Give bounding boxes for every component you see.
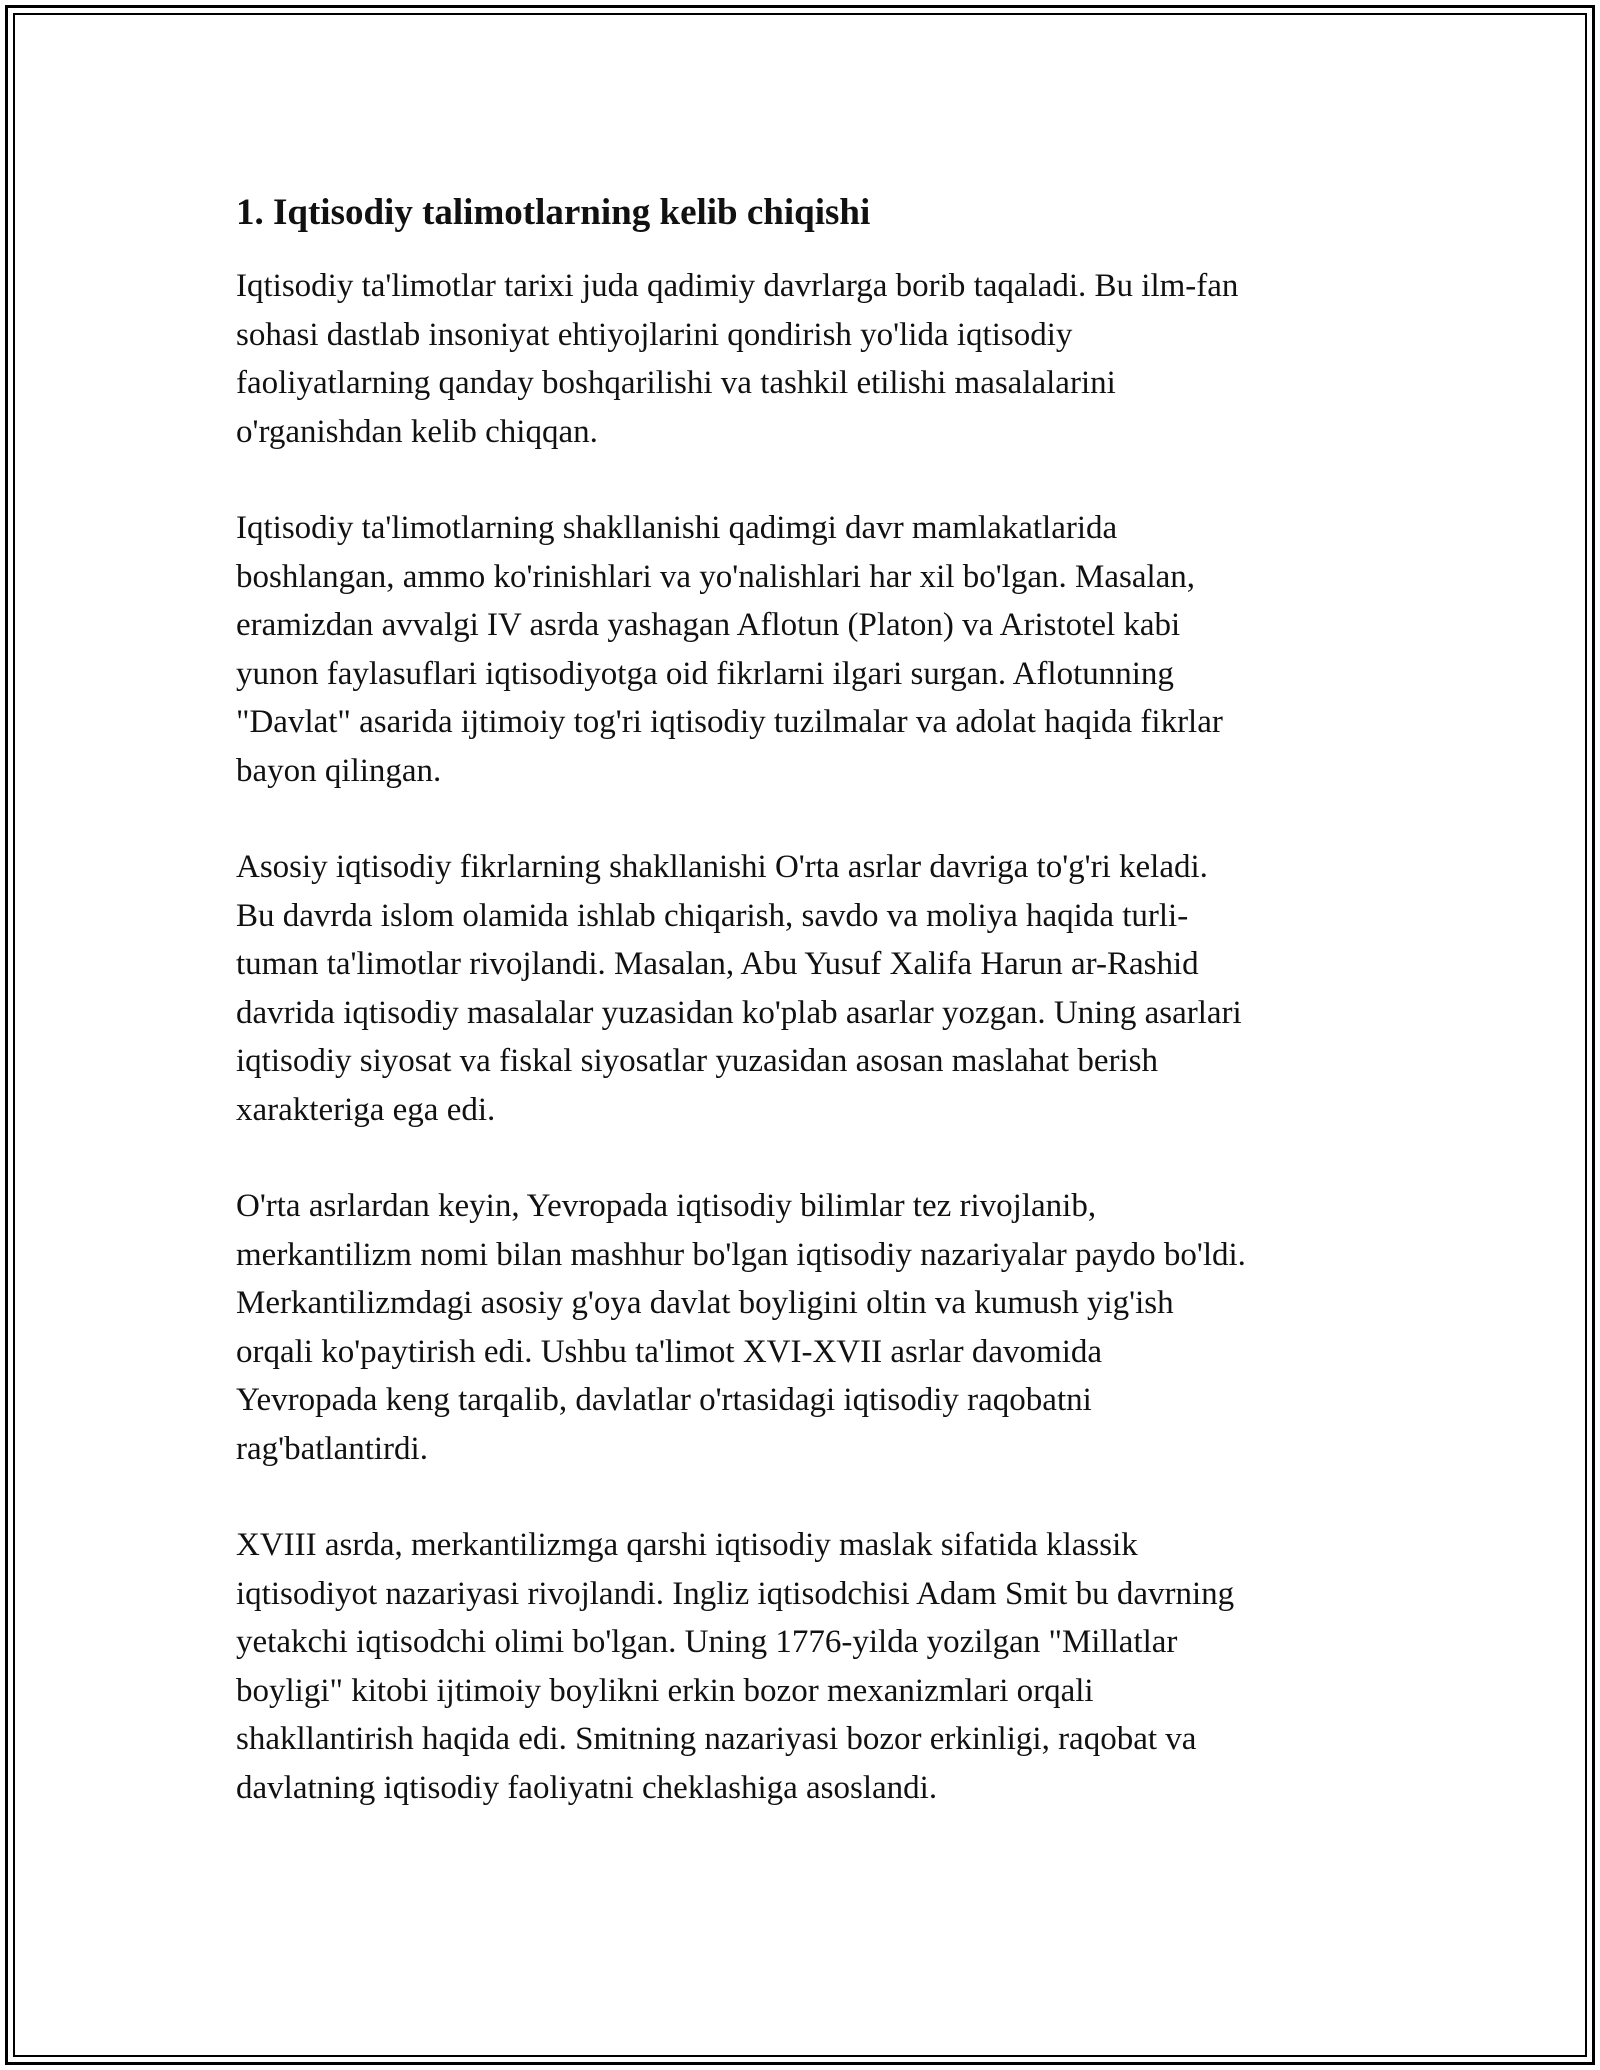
section-heading: 1. Iqtisodiy talimotlarning kelib chiqishi xyxy=(236,192,871,233)
paragraph-4: O'rta asrlardan keyin, Yevropada iqtisodiy bilimlar tez rivojlanib, merkantilizm nomi bilan mashhur bo'lgan iqtisodiy nazariyalar paydo bo'ldi. Merkantilizmdagi asosiy g'oya davlat boyligini oltin va kumush yig'ish orqali ko'paytirish edi. Ushbu ta'limot XVI-XVII asrlar davomida Yevropada keng tarqalib, davlatlar o'rtasidagi iqtisodiy raqobatni rag'batlantirdi. xyxy=(236,1188,1246,1467)
document-body xyxy=(236,188,1366,1860)
paragraph-3: Asosiy iqtisodiy fikrlarning shakllanishi O'rta asrlar davriga to'g'ri keladi. Bu davrda islom olamida ishlab chiqarish, savdo va moliya haqida turli- tuman ta'limotlar rivojlandi. Masalan, Abu Yusuf Xalifa Harun ar-Rashid davrida iqtisodiy masalalar yuzasidan ko'plab asarlar yozgan. Uning asarlari iqtisodiy siyosat va fiskal siyosatlar yuzasidan asosan maslahat berish xarakteriga ega edi. xyxy=(236,849,1242,1128)
paragraph-2: Iqtisodiy ta'limotlarning shakllanishi qadimgi davr mamlakatlarida boshlangan, ammo ko'rinishlari va yo'nalishlari har xil bo'lgan. Masalan, eramizdan avvalgi IV asrda yashagan Aflotun (Platon) va Aristotel kabi yunon faylasuflari iqtisodiyotga oid fikrlarni ilgari surgan. Aflotunning "Davlat" asarida ijtimoiy tog'ri iqtisodiy tuzilmalar va adolat haqida fikrlar bayon qilingan. xyxy=(236,510,1223,789)
paragraph-5: XVIII asrda, merkantilizmga qarshi iqtisodiy maslak sifatida klassik iqtisodiyot nazariyasi rivojlandi. Ingliz iqtisodchisi Adam Smit bu davrning yetakchi iqtisodchi olimi bo'lgan. Uning 1776-yilda yozilgan "Millatlar boyligi" kitobi ijtimoiy boylikni erkin bozor mexanizmlari orqali shakllantirish haqida edi. Smitning nazariyasi bozor erkinligi, raqobat va davlatning iqtisodiy faoliyatni cheklashiga asoslandi. xyxy=(236,1527,1235,1806)
paragraph-1: Iqtisodiy ta'limotlar tarixi juda qadimiy davrlarga borib taqaladi. Bu ilm-fan sohasi dastlab insoniyat ehtiyojlarini qondirish yo'lida iqtisodiy faoliyatlarning qanday boshqarilishi va tashkil etilishi masalalarini o'rganishdan kelib chiqqan. xyxy=(236,268,1239,450)
